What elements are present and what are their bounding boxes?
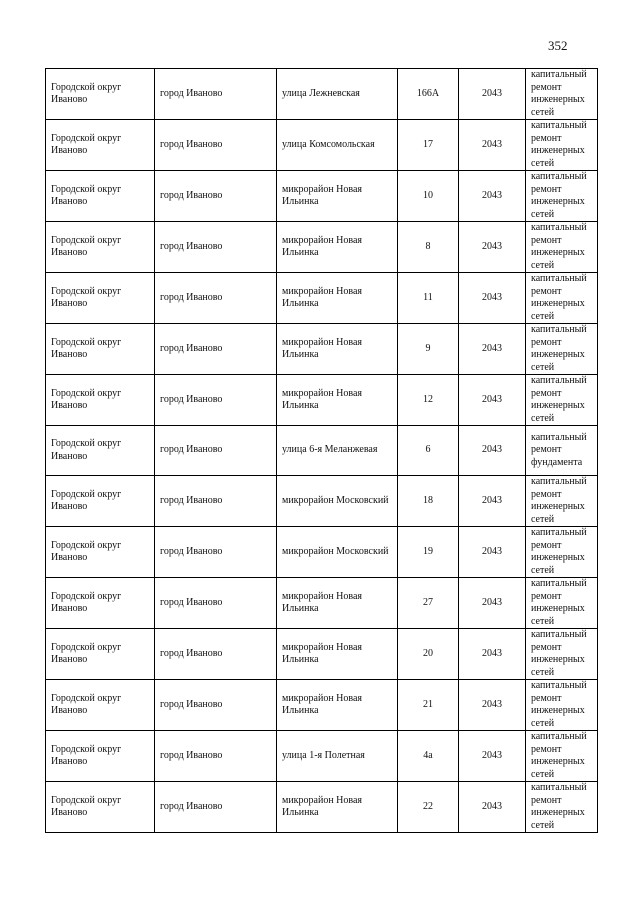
work-type-cell: капитальный ремонт фундамента xyxy=(526,426,598,476)
year-cell: 2043 xyxy=(459,578,526,629)
city-cell: город Иваново xyxy=(155,578,277,629)
city-cell: город Иваново xyxy=(155,324,277,375)
district-cell: Городской округ Иваново xyxy=(46,69,155,120)
house-number-cell: 12 xyxy=(398,375,459,426)
street-cell: микрорайон Новая Ильинка xyxy=(277,375,398,426)
work-type-cell: капитальный ремонт инженерных сетей xyxy=(526,171,598,222)
work-type-cell: капитальный ремонт инженерных сетей xyxy=(526,324,598,375)
work-type-cell: капитальный ремонт инженерных сетей xyxy=(526,680,598,731)
house-number-cell: 9 xyxy=(398,324,459,375)
city-cell: город Иваново xyxy=(155,731,277,782)
table-row xyxy=(46,782,598,833)
page-number: 352 xyxy=(548,38,568,53)
house-number-cell: 166А xyxy=(398,69,459,120)
city-cell: город Иваново xyxy=(155,273,277,324)
district-cell: Городской округ Иваново xyxy=(46,375,155,426)
district-cell: Городской округ Иваново xyxy=(46,629,155,680)
year-cell: 2043 xyxy=(459,120,526,171)
year-cell: 2043 xyxy=(459,324,526,375)
year-cell: 2043 xyxy=(459,680,526,731)
street-cell: улица Комсомольская xyxy=(277,120,398,171)
table-row xyxy=(46,426,598,476)
table-row xyxy=(46,578,598,629)
year-cell: 2043 xyxy=(459,375,526,426)
district-cell: Городской округ Иваново xyxy=(46,273,155,324)
district-cell: Городской округ Иваново xyxy=(46,120,155,171)
street-cell: улица Лежневская xyxy=(277,69,398,120)
street-cell: улица 1-я Полетная xyxy=(277,731,398,782)
table-row xyxy=(46,171,598,222)
year-cell: 2043 xyxy=(459,629,526,680)
street-cell: микрорайон Новая Ильинка xyxy=(277,680,398,731)
city-cell: город Иваново xyxy=(155,120,277,171)
city-cell: город Иваново xyxy=(155,426,277,476)
street-cell: микрорайон Новая Ильинка xyxy=(277,222,398,273)
work-type-cell: капитальный ремонт инженерных сетей xyxy=(526,222,598,273)
city-cell: город Иваново xyxy=(155,527,277,578)
district-cell: Городской округ Иваново xyxy=(46,222,155,273)
table-row xyxy=(46,222,598,273)
house-number-cell: 10 xyxy=(398,171,459,222)
year-cell: 2043 xyxy=(459,222,526,273)
table-row xyxy=(46,324,598,375)
house-number-cell: 19 xyxy=(398,527,459,578)
table-row xyxy=(46,375,598,426)
year-cell: 2043 xyxy=(459,171,526,222)
street-cell: микрорайон Новая Ильинка xyxy=(277,171,398,222)
city-cell: город Иваново xyxy=(155,375,277,426)
street-cell: микрорайон Новая Ильинка xyxy=(277,629,398,680)
table-row xyxy=(46,527,598,578)
district-cell: Городской округ Иваново xyxy=(46,476,155,527)
table-row xyxy=(46,680,598,731)
registry-table xyxy=(45,68,598,833)
house-number-cell: 17 xyxy=(398,120,459,171)
city-cell: город Иваново xyxy=(155,171,277,222)
house-number-cell: 18 xyxy=(398,476,459,527)
district-cell: Городской округ Иваново xyxy=(46,782,155,833)
street-cell: микрорайон Новая Ильинка xyxy=(277,273,398,324)
street-cell: улица 6-я Меланжевая xyxy=(277,426,398,476)
house-number-cell: 11 xyxy=(398,273,459,324)
table-row xyxy=(46,69,598,120)
district-cell: Городской округ Иваново xyxy=(46,731,155,782)
city-cell: город Иваново xyxy=(155,629,277,680)
district-cell: Городской округ Иваново xyxy=(46,680,155,731)
work-type-cell: капитальный ремонт инженерных сетей xyxy=(526,578,598,629)
year-cell: 2043 xyxy=(459,527,526,578)
city-cell: город Иваново xyxy=(155,222,277,273)
district-cell: Городской округ Иваново xyxy=(46,527,155,578)
house-number-cell: 6 xyxy=(398,426,459,476)
city-cell: город Иваново xyxy=(155,476,277,527)
table-row xyxy=(46,476,598,527)
city-cell: город Иваново xyxy=(155,680,277,731)
house-number-cell: 4а xyxy=(398,731,459,782)
house-number-cell: 20 xyxy=(398,629,459,680)
street-cell: микрорайон Московский xyxy=(277,527,398,578)
table-row xyxy=(46,731,598,782)
work-type-cell: капитальный ремонт инженерных сетей xyxy=(526,782,598,833)
work-type-cell: капитальный ремонт инженерных сетей xyxy=(526,527,598,578)
work-type-cell: капитальный ремонт инженерных сетей xyxy=(526,273,598,324)
work-type-cell: капитальный ремонт инженерных сетей xyxy=(526,731,598,782)
district-cell: Городской округ Иваново xyxy=(46,578,155,629)
city-cell: город Иваново xyxy=(155,69,277,120)
table-row xyxy=(46,629,598,680)
street-cell: микрорайон Новая Ильинка xyxy=(277,578,398,629)
table-row xyxy=(46,273,598,324)
house-number-cell: 8 xyxy=(398,222,459,273)
house-number-cell: 27 xyxy=(398,578,459,629)
work-type-cell: капитальный ремонт инженерных сетей xyxy=(526,69,598,120)
district-cell: Городской округ Иваново xyxy=(46,324,155,375)
work-type-cell: капитальный ремонт инженерных сетей xyxy=(526,375,598,426)
year-cell: 2043 xyxy=(459,731,526,782)
house-number-cell: 21 xyxy=(398,680,459,731)
district-cell: Городской округ Иваново xyxy=(46,171,155,222)
work-type-cell: капитальный ремонт инженерных сетей xyxy=(526,476,598,527)
street-cell: микрорайон Новая Ильинка xyxy=(277,324,398,375)
registry-table-body xyxy=(46,69,598,833)
house-number-cell: 22 xyxy=(398,782,459,833)
year-cell: 2043 xyxy=(459,782,526,833)
work-type-cell: капитальный ремонт инженерных сетей xyxy=(526,120,598,171)
street-cell: микрорайон Московский xyxy=(277,476,398,527)
work-type-cell: капитальный ремонт инженерных сетей xyxy=(526,629,598,680)
year-cell: 2043 xyxy=(459,273,526,324)
city-cell: город Иваново xyxy=(155,782,277,833)
table-row xyxy=(46,120,598,171)
district-cell: Городской округ Иваново xyxy=(46,426,155,476)
year-cell: 2043 xyxy=(459,426,526,476)
year-cell: 2043 xyxy=(459,476,526,527)
year-cell: 2043 xyxy=(459,69,526,120)
street-cell: микрорайон Новая Ильинка xyxy=(277,782,398,833)
